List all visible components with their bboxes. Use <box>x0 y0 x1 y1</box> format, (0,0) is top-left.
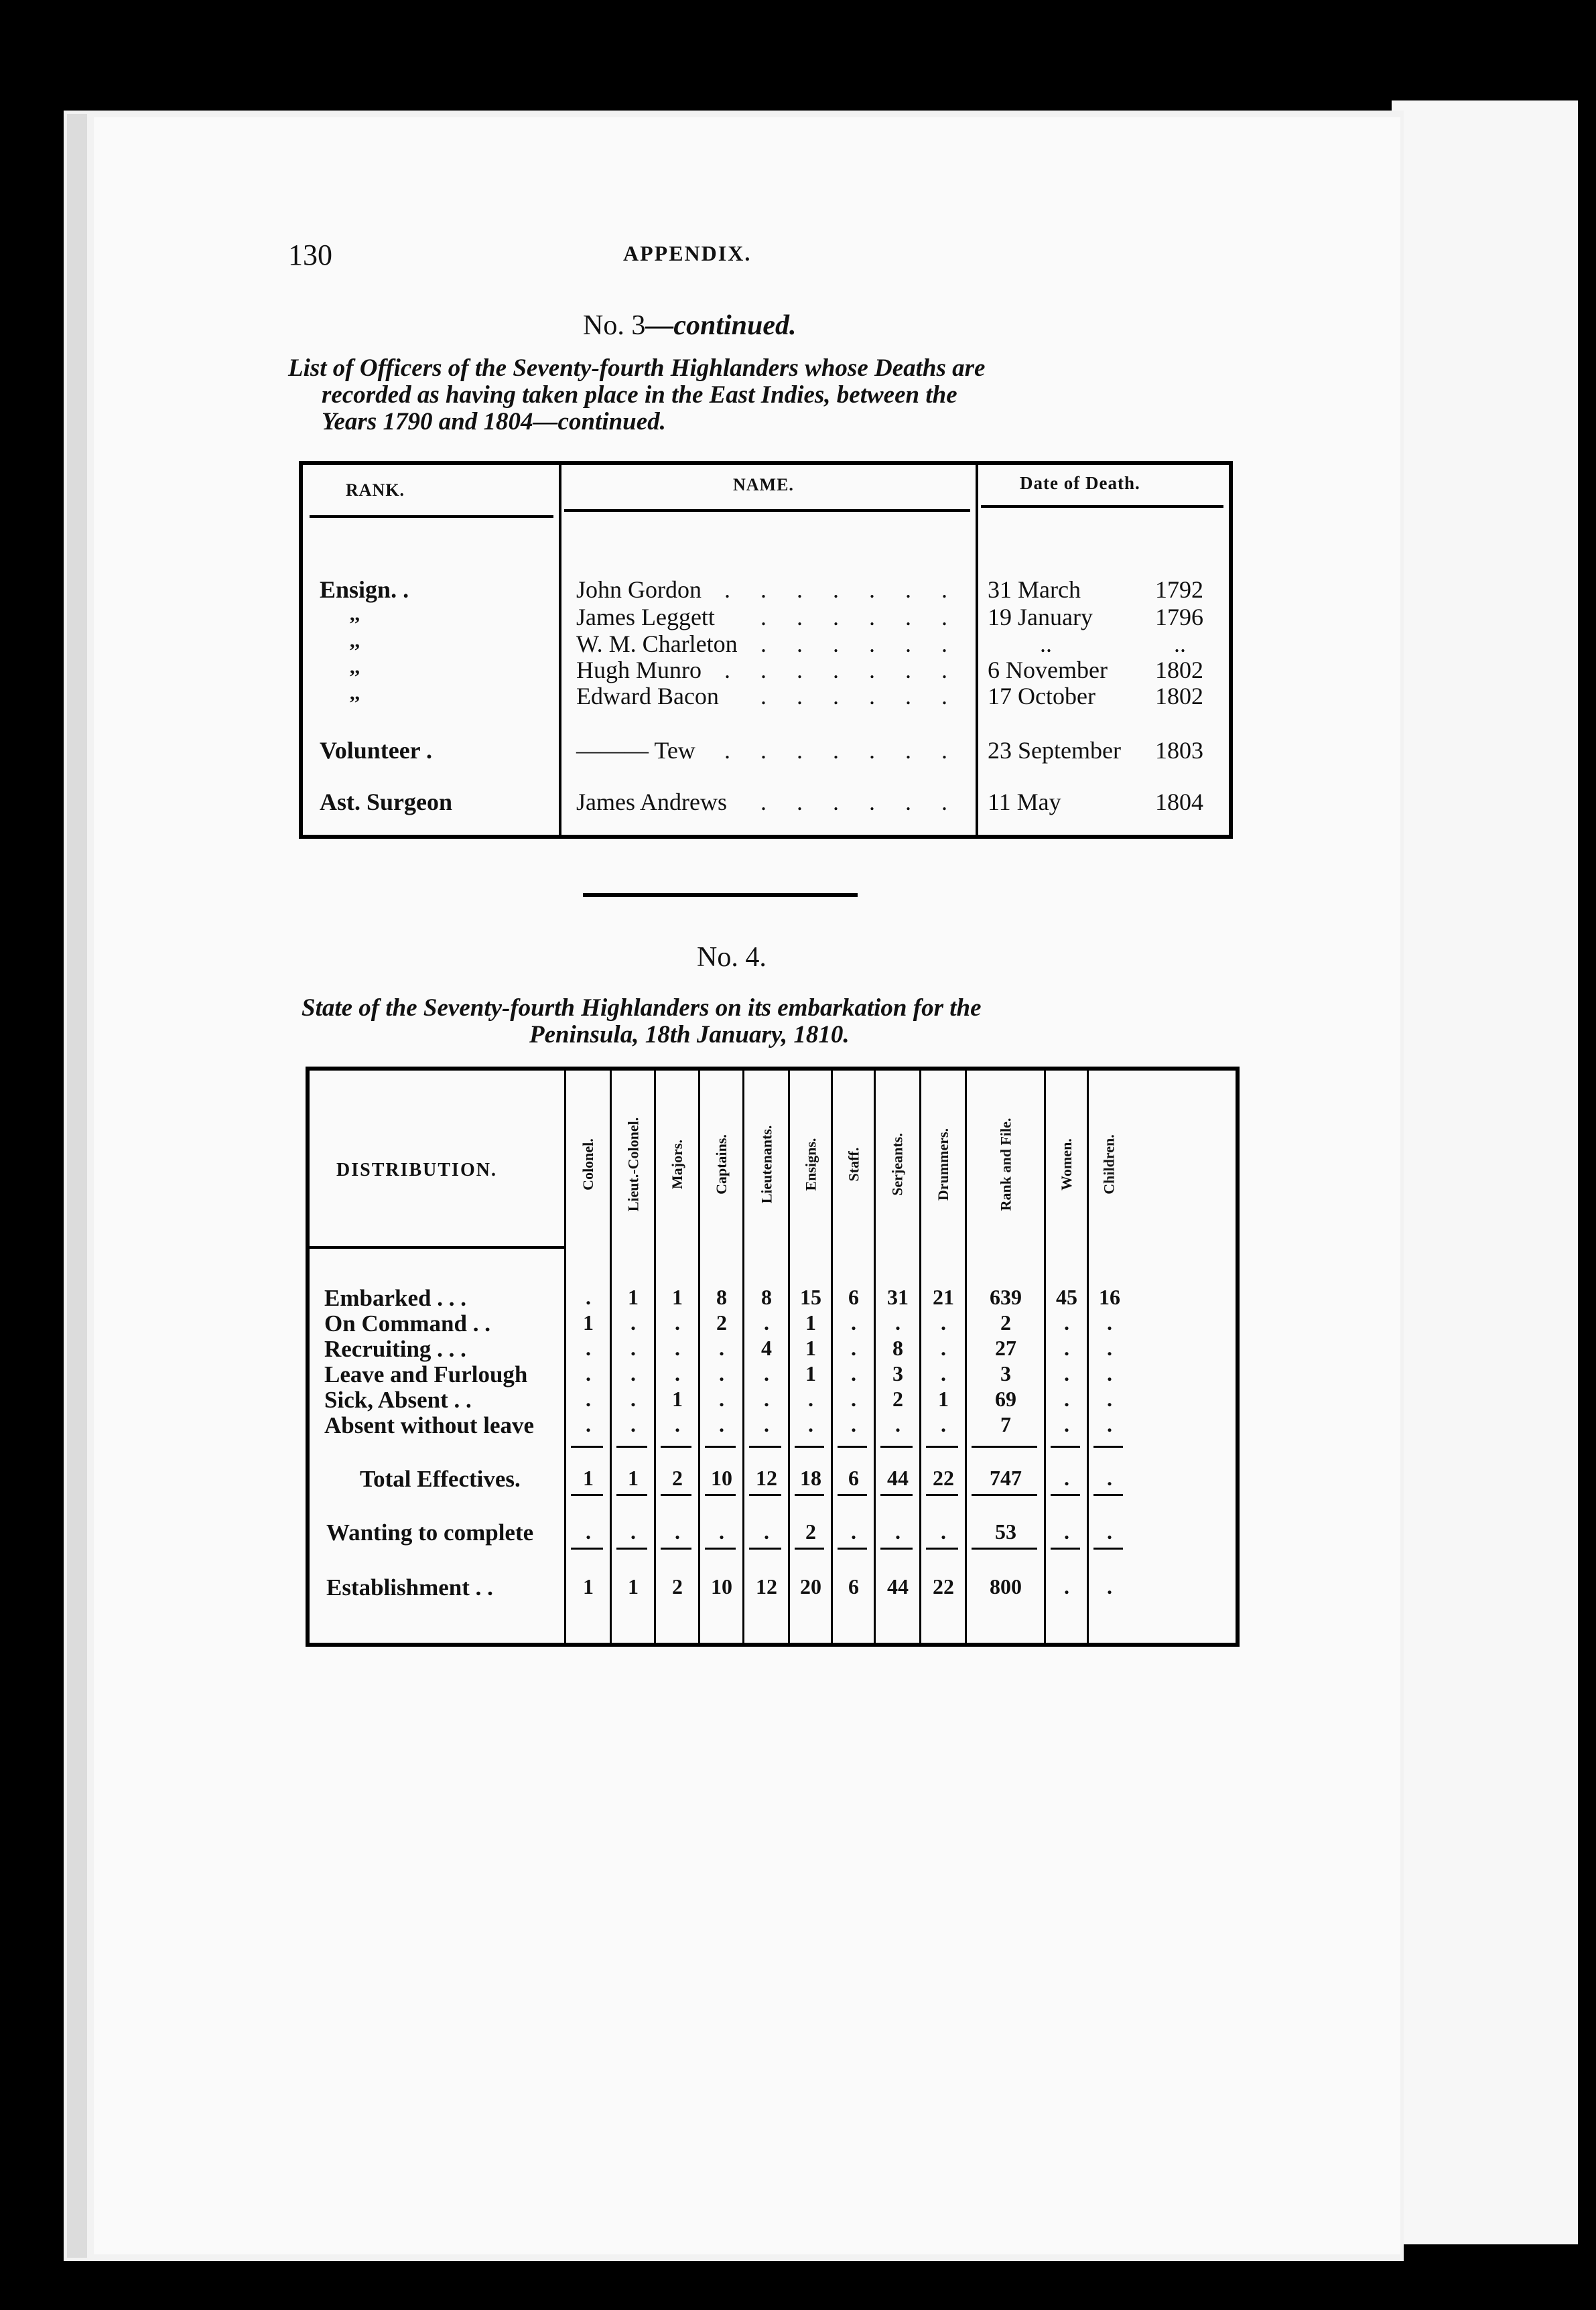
column-header <box>744 1084 789 1245</box>
total-effectives-cell: 6 <box>848 1466 859 1490</box>
sum-rule <box>838 1446 867 1448</box>
distribution-row-cell: . <box>941 1336 946 1360</box>
distribution-row-cell: 1 <box>672 1285 683 1309</box>
header-rule <box>310 1246 564 1249</box>
running-head: APPENDIX. <box>623 241 752 265</box>
sum-rule <box>972 1494 1037 1496</box>
establishment-cell: 10 <box>711 1574 732 1599</box>
sum-rule <box>571 1494 603 1496</box>
distribution-row-cell: 15 <box>800 1285 821 1309</box>
distribution-row-label: Sick, Absent . . <box>324 1387 472 1413</box>
column-header <box>875 1084 921 1245</box>
distribution-row-cell: 2 <box>1000 1310 1011 1335</box>
distribution-row-cell: . <box>895 1412 901 1436</box>
sum-rule <box>1051 1446 1080 1448</box>
column-header <box>655 1084 700 1245</box>
section4-heading: No. 4. <box>697 942 767 973</box>
death-year-cell: 1796 <box>1155 604 1203 630</box>
distribution-row-cell: 16 <box>1099 1285 1120 1309</box>
distribution-row-cell: . <box>851 1387 856 1411</box>
wanting-to-complete-cell: 2 <box>805 1519 816 1544</box>
leader-dots: . . . . . . <box>760 630 959 657</box>
distribution-row-cell: . <box>851 1336 856 1360</box>
sum-rule <box>661 1494 691 1496</box>
column-header <box>700 1084 744 1245</box>
sum-rule <box>616 1494 647 1496</box>
leader-dots: . . . . . . <box>760 604 959 630</box>
total-effectives-label: Total Effectives. <box>360 1466 521 1492</box>
distribution-row-cell: . <box>1064 1387 1069 1411</box>
section3-heading-prefix: No. 3 <box>583 310 646 341</box>
death-year-cell: 1802 <box>1155 683 1203 709</box>
sum-rule <box>926 1494 958 1496</box>
distribution-row-cell: . <box>675 1310 680 1335</box>
sum-rule <box>571 1548 603 1550</box>
column-header-label: Serjeants. <box>889 1133 907 1196</box>
distribution-row-cell: . <box>586 1361 591 1385</box>
name-cell: John Gordon <box>576 576 702 603</box>
sum-rule <box>926 1446 958 1448</box>
distribution-row-cell: 1 <box>583 1310 594 1335</box>
section4-caption <box>302 995 1240 1048</box>
death-year-cell: .. <box>1174 630 1186 657</box>
death-year-cell: 1802 <box>1155 657 1203 683</box>
distribution-row-cell: 8 <box>716 1285 727 1309</box>
establishment-cell: . <box>1107 1574 1112 1599</box>
sum-rule <box>1093 1548 1123 1550</box>
distribution-row-cell: . <box>1064 1310 1069 1335</box>
column-rule <box>559 465 561 835</box>
sum-rule <box>880 1494 913 1496</box>
total-effectives-cell: 1 <box>583 1466 594 1490</box>
leader-dots: . . . . . . <box>760 683 959 709</box>
distribution-row-cell: . <box>719 1361 724 1385</box>
section3-heading <box>583 310 797 342</box>
column-header <box>789 1084 832 1245</box>
distribution-row-cell: . <box>1064 1412 1069 1436</box>
sum-rule <box>1051 1548 1080 1550</box>
column-header-label: Women. <box>1058 1138 1075 1191</box>
establishment-cell: 12 <box>756 1574 777 1599</box>
establishment-cell: 2 <box>672 1574 683 1599</box>
distribution-row-cell: 8 <box>892 1336 903 1360</box>
name-cell: Edward Bacon <box>576 683 719 709</box>
rank-cell: ,, <box>350 603 360 625</box>
wanting-to-complete-cell: . <box>1107 1519 1112 1544</box>
distribution-row-cell: . <box>719 1387 724 1411</box>
name-cell: Hugh Munro <box>576 657 702 683</box>
column-rule <box>976 465 978 835</box>
distribution-row-cell: . <box>630 1412 636 1436</box>
sum-rule <box>926 1548 958 1550</box>
death-year-cell: 1804 <box>1155 789 1203 815</box>
sum-rule <box>749 1548 781 1550</box>
column-header-label: Lieutenants. <box>758 1125 775 1204</box>
establishment-cell: . <box>1064 1574 1069 1599</box>
establishment-cell: 6 <box>848 1574 859 1599</box>
distribution-row-cell: . <box>586 1412 591 1436</box>
column-header <box>921 1084 966 1245</box>
column-header-label: Rank and File. <box>997 1117 1014 1211</box>
sum-rule <box>972 1548 1037 1550</box>
distribution-row-label: Leave and Furlough <box>324 1361 528 1387</box>
distribution-row-cell: . <box>851 1310 856 1335</box>
distribution-row-cell: . <box>851 1412 856 1436</box>
distribution-row-cell: . <box>764 1387 769 1411</box>
distribution-row-cell: . <box>764 1310 769 1335</box>
death-date-cell: .. <box>1040 630 1052 657</box>
distribution-row-cell: . <box>1107 1361 1112 1385</box>
date-header: Date of Death. <box>1020 473 1140 493</box>
distribution-row-cell: . <box>719 1336 724 1360</box>
distribution-row-cell: 1 <box>805 1336 816 1360</box>
total-effectives-cell: 44 <box>887 1466 909 1490</box>
caption-line: List of Officers of the Seventy-fourth Highlanders whose Deaths are <box>288 354 986 382</box>
wanting-to-complete-cell: . <box>586 1519 591 1544</box>
distribution-row-cell: . <box>675 1336 680 1360</box>
establishment-label: Establishment . . <box>326 1574 493 1601</box>
header-rule <box>564 509 970 512</box>
death-date-cell: 23 September <box>988 737 1121 764</box>
sum-rule <box>838 1494 867 1496</box>
sum-rule <box>749 1494 781 1496</box>
distribution-row-cell: 21 <box>933 1285 954 1309</box>
distribution-row-cell: . <box>1107 1387 1112 1411</box>
sum-rule <box>795 1494 824 1496</box>
total-effectives-cell: 2 <box>672 1466 683 1490</box>
wanting-to-complete-cell: 53 <box>995 1519 1016 1544</box>
distribution-row-cell: . <box>895 1310 901 1335</box>
death-date-cell: 17 October <box>988 683 1095 709</box>
total-effectives-cell: 22 <box>933 1466 954 1490</box>
sum-rule <box>616 1548 647 1550</box>
distribution-row-cell: . <box>586 1336 591 1360</box>
column-header-label: Drummers. <box>935 1128 952 1201</box>
rank-cell: ,, <box>350 682 360 704</box>
rank-cell: ,, <box>350 630 360 652</box>
distribution-row-cell: . <box>808 1387 813 1411</box>
wanting-to-complete-label: Wanting to complete <box>326 1519 534 1546</box>
officers-deaths-table <box>299 461 1233 839</box>
page-number: 130 <box>288 239 332 271</box>
wanting-to-complete-cell: . <box>719 1519 724 1544</box>
caption-line: Years 1790 and 1804—continued. <box>322 408 666 435</box>
embarkation-state-table <box>306 1067 1240 1647</box>
total-effectives-cell: . <box>1064 1466 1069 1490</box>
distribution-row-cell: . <box>630 1336 636 1360</box>
wanting-to-complete-cell: . <box>851 1519 856 1544</box>
distribution-row-cell: 69 <box>995 1387 1016 1411</box>
distribution-row-cell: . <box>941 1361 946 1385</box>
distribution-row-cell: 1 <box>805 1310 816 1335</box>
header-rule <box>981 505 1223 508</box>
column-header-label: Colonel. <box>580 1138 596 1191</box>
distribution-row-cell: . <box>1107 1336 1112 1360</box>
wanting-to-complete-cell: . <box>675 1519 680 1544</box>
sum-rule <box>1093 1446 1123 1448</box>
column-header <box>966 1084 1045 1245</box>
death-year-cell: 1792 <box>1155 576 1203 603</box>
section3-caption <box>288 355 1226 435</box>
column-header-label: Majors. <box>669 1140 686 1189</box>
total-effectives-cell: 12 <box>756 1466 777 1490</box>
sum-rule <box>705 1446 736 1448</box>
sum-rule <box>661 1548 691 1550</box>
name-cell: W. M. Charleton <box>576 630 738 657</box>
sum-rule <box>880 1446 913 1448</box>
total-effectives-cell: . <box>1107 1466 1112 1490</box>
distribution-row-label: Recruiting . . . <box>324 1336 466 1362</box>
distribution-row-cell: . <box>630 1387 636 1411</box>
death-date-cell: 6 November <box>988 657 1108 683</box>
establishment-cell: 20 <box>800 1574 821 1599</box>
header-rule <box>310 515 553 518</box>
distribution-row-cell: . <box>630 1361 636 1385</box>
distribution-row-cell: 4 <box>761 1336 772 1360</box>
distribution-row-label: Absent without leave <box>324 1412 535 1438</box>
wanting-to-complete-cell: . <box>941 1519 946 1544</box>
total-effectives-cell: 18 <box>800 1466 821 1490</box>
section3-heading-suffix: —continued. <box>645 310 797 341</box>
sum-rule <box>705 1548 736 1550</box>
distribution-row-cell: 1 <box>805 1361 816 1385</box>
distribution-row-cell: . <box>675 1361 680 1385</box>
rank-cell: ,, <box>350 656 360 678</box>
establishment-cell: 44 <box>887 1574 909 1599</box>
total-effectives-cell: 1 <box>628 1466 639 1490</box>
column-header-label: Children. <box>1101 1134 1118 1195</box>
column-header <box>832 1084 875 1245</box>
sum-rule <box>795 1446 824 1448</box>
wanting-to-complete-cell: . <box>895 1519 901 1544</box>
death-year-cell: 1803 <box>1155 737 1203 764</box>
name-cell: ——— Tew <box>576 737 695 764</box>
distribution-row-cell: 2 <box>716 1310 727 1335</box>
wanting-to-complete-cell: . <box>764 1519 769 1544</box>
name-cell: James Leggett <box>576 604 715 630</box>
total-effectives-cell: 10 <box>711 1466 732 1490</box>
establishment-cell: 800 <box>990 1574 1022 1599</box>
section-divider <box>583 893 858 897</box>
distribution-row-cell: 1 <box>672 1387 683 1411</box>
distribution-row-cell: . <box>1107 1412 1112 1436</box>
caption-line: State of the Seventy-fourth Highlanders on its embarkation for the <box>302 994 982 1022</box>
distribution-row-cell: . <box>941 1412 946 1436</box>
name-cell: James Andrews <box>576 789 727 815</box>
column-header <box>611 1084 655 1245</box>
total-effectives-cell: 747 <box>990 1466 1022 1490</box>
distribution-row-cell: . <box>1107 1310 1112 1335</box>
rank-cell: Volunteer . <box>320 737 433 764</box>
distribution-row-cell: 7 <box>1000 1412 1011 1436</box>
distribution-row-cell: . <box>586 1387 591 1411</box>
sum-rule <box>616 1446 647 1448</box>
caption-line: Peninsula, 18th January, 1810. <box>529 1021 850 1048</box>
rank-cell: Ensign. . <box>320 576 409 603</box>
column-header-label: Ensigns. <box>802 1138 819 1191</box>
leader-dots: . . . . . . . <box>724 657 959 683</box>
distribution-row-cell: . <box>675 1412 680 1436</box>
column-header-label: Lieut.-Colonel. <box>624 1117 641 1212</box>
establishment-cell: 1 <box>583 1574 594 1599</box>
sum-rule <box>571 1446 603 1448</box>
distribution-row-cell: . <box>1064 1336 1069 1360</box>
sum-rule <box>838 1548 867 1550</box>
column-header-label: Staff. <box>845 1147 862 1182</box>
distribution-row-cell: . <box>851 1361 856 1385</box>
sum-rule <box>795 1548 824 1550</box>
column-header <box>1045 1084 1088 1245</box>
distribution-row-label: Embarked . . . <box>324 1285 466 1311</box>
name-header: NAME. <box>733 475 794 494</box>
distribution-row-cell: 1 <box>628 1285 639 1309</box>
distribution-row-cell: 45 <box>1056 1285 1077 1309</box>
distribution-row-cell: 8 <box>761 1285 772 1309</box>
death-date-cell: 31 March <box>988 576 1081 603</box>
distribution-row-cell: 6 <box>848 1285 859 1309</box>
sum-rule <box>972 1446 1037 1448</box>
wanting-to-complete-cell: . <box>630 1519 636 1544</box>
death-date-cell: 19 January <box>988 604 1093 630</box>
rank-cell: Ast. Surgeon <box>320 789 453 815</box>
distribution-row-cell: 2 <box>892 1387 903 1411</box>
distribution-row-cell: 3 <box>892 1361 903 1385</box>
sum-rule <box>880 1548 913 1550</box>
caption-line: recorded as having taken place in the East Indies, between the <box>322 381 957 409</box>
establishment-cell: 22 <box>933 1574 954 1599</box>
sum-rule <box>661 1446 691 1448</box>
distribution-row-cell: . <box>808 1412 813 1436</box>
distribution-row-cell: 3 <box>1000 1361 1011 1385</box>
distribution-row-cell: . <box>586 1285 591 1309</box>
distribution-header: DISTRIBUTION. <box>336 1160 497 1180</box>
rank-header: RANK. <box>346 480 405 500</box>
distribution-row-cell: 1 <box>938 1387 949 1411</box>
column-header-label: Captains. <box>713 1134 730 1195</box>
distribution-row-cell: 639 <box>990 1285 1022 1309</box>
distribution-row-cell: . <box>719 1412 724 1436</box>
distribution-row-cell: . <box>764 1361 769 1385</box>
distribution-row-label: On Command . . <box>324 1310 490 1337</box>
establishment-cell: 1 <box>628 1574 639 1599</box>
leader-dots: . . . . . . . <box>724 576 959 603</box>
distribution-row-cell: . <box>630 1310 636 1335</box>
leader-dots: . . . . . . <box>760 789 959 815</box>
distribution-row-cell: 31 <box>887 1285 909 1309</box>
sum-rule <box>705 1494 736 1496</box>
distribution-row-cell: 27 <box>995 1336 1016 1360</box>
sum-rule <box>1051 1494 1080 1496</box>
distribution-row-cell: . <box>941 1310 946 1335</box>
column-header <box>1088 1084 1131 1245</box>
leader-dots: . . . . . . . <box>724 737 959 764</box>
sum-rule <box>1093 1494 1123 1496</box>
distribution-row-cell: . <box>764 1412 769 1436</box>
column-header <box>566 1084 611 1245</box>
distribution-row-cell: . <box>1064 1361 1069 1385</box>
sum-rule <box>749 1446 781 1448</box>
death-date-cell: 11 May <box>988 789 1061 815</box>
wanting-to-complete-cell: . <box>1064 1519 1069 1544</box>
